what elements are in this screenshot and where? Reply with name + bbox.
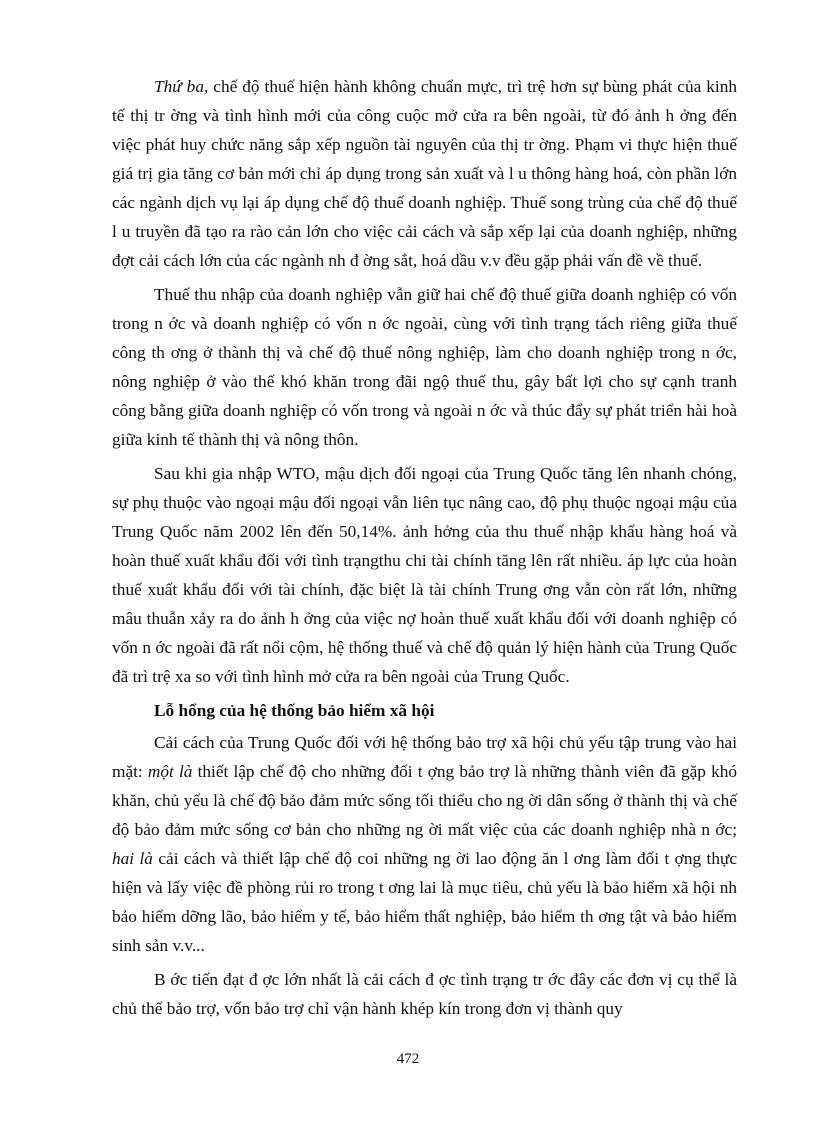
- paragraph-wto: Sau khi gia nhập WTO, mậu dịch đối ngoại của Trung Quốc tăng lên nhanh chóng, sự phụ thuộc vào ngoại mậu đối ngoại vẫn liên tục nâng cao, độ phụ thuộc ngoại mậu của Trung Quốc năm 2002 lên đến 50,14%. ảnh hởng của thu thuế nhập khẩu hàng hoá và hoàn thuế xuất khẩu đối với tình trạngthu chi tài chính tăng lên rất nhiều. áp lực của hoàn thuế xuất khẩu đối với tài chính, đặc biệt là tài chính Trung ơng vẫn còn rất lớn, những mâu thuẫn xảy ra do ảnh h ởng của việc nợ hoàn thuế xuất khẩu đối với doanh nghiệp có vốn n ớc ngoài đã rất nổi cộm, hệ thống thuế và chế độ quản lý hiện hành của Trung Quốc đã trì trệ xa so với tình hình mở cửa ra bên ngoài của Trung Quốc.: [112, 464, 737, 686]
- paragraph-text: thiết lập chế độ cho những đối t ợng bảo trợ là những thành viên đã gặp khó khăn, chủ yếu là chế độ bảo đảm mức sống tối thiểu cho ng ời dân sống ở thành thị và chế độ bảo đảm mức sống cơ bản cho những ng ời mất việc của các doanh nghiệp nhà n ớc;: [112, 762, 737, 839]
- paragraph-progress: B ớc tiến đạt đ ợc lớn nhất là cải cách đ ợc tình trạng tr ớc đây các đơn vị cụ thể là chủ thể bảo trợ, vốn bảo trợ chỉ vận hành khép kín trong đơn vị thành quy: [112, 970, 737, 1018]
- paragraph-income-tax: Thuế thu nhập của doanh nghiệp vẫn giữ hai chế độ thuế giữa doanh nghiệp có vốn trong n ớc và doanh nghiệp có vốn n ớc ngoài, cùng với tình trạng tách riêng giữa thuế công th ơng ở thành thị và chế độ thuế nông nghiệp, làm cho doanh nghiệp trong n ớc, nông nghiệp ở vào thế khó khăn trong đãi ngộ thuế thu, gây bất lợi cho sự cạnh tranh công bằng giữa doanh nghiệp có vốn trong và ngoài n ớc và thúc đẩy sự phát triển hài hoà giữa kinh tế thành thị và nông thôn.: [112, 285, 737, 449]
- section-heading: Lỗ hổng của hệ thống bảo hiểm xã hội: [154, 701, 435, 720]
- paragraph-social-security: [112, 728, 737, 960]
- paragraph-text: cải cách và thiết lập chế độ coi những ng ời lao động ăn l ơng làm đối t ợng thực hiện và lấy việc đề phòng rủi ro trong t ơng lai là mục tiêu, chủ yếu là bảo hiểm xã hội nh bảo hiểm dỡng lão, bảo hiểm y tế, bảo hiểm thất nghiệp, bảo hiểm th ơng tật và bảo hiểm sinh sản v.v...: [112, 849, 737, 955]
- page-number: 472: [396, 1051, 420, 1067]
- paragraph-lead: Thứ ba,: [154, 77, 209, 96]
- paragraph-text: Cải cách của Trung Quốc đối với hệ thống bảo trợ xã hội chủ yếu tập trung vào hai mặt:: [112, 733, 737, 781]
- paragraph-text: chế độ thuế hiện hành không chuẩn mực, trì trệ hơn sự bùng phát của kinh tế thị tr ờng và tình hình mới của công cuộc mở cửa ra bên ngoài, từ đó ảnh h ởng đến việc phát huy chức năng sắp xếp nguồn tài nguyên của thị tr ờng. Phạm vi thực hiện thuế giá trị gia tăng cơ bản mới chỉ áp dụng trong sản xuất và l u thông hàng hoá, còn phần lớn các ngành dịch vụ lại áp dụng chế độ thuế doanh nghiệp. Thuế song trùng của chế độ thuế l u truyền đã tạo ra rào cản lớn cho việc cải cách và sắp xếp lại của doanh nghiệp, những đợt cải cách lớn của các ngành nh đ ờng sắt, hoá dầu v.v đều gặp phải vấn đề về thuế.: [112, 77, 737, 270]
- emphasis-text: hai là: [112, 849, 153, 868]
- paragraph-tax-system: [112, 72, 737, 275]
- emphasis-text: một là: [147, 762, 193, 781]
- document-body: [112, 72, 737, 1028]
